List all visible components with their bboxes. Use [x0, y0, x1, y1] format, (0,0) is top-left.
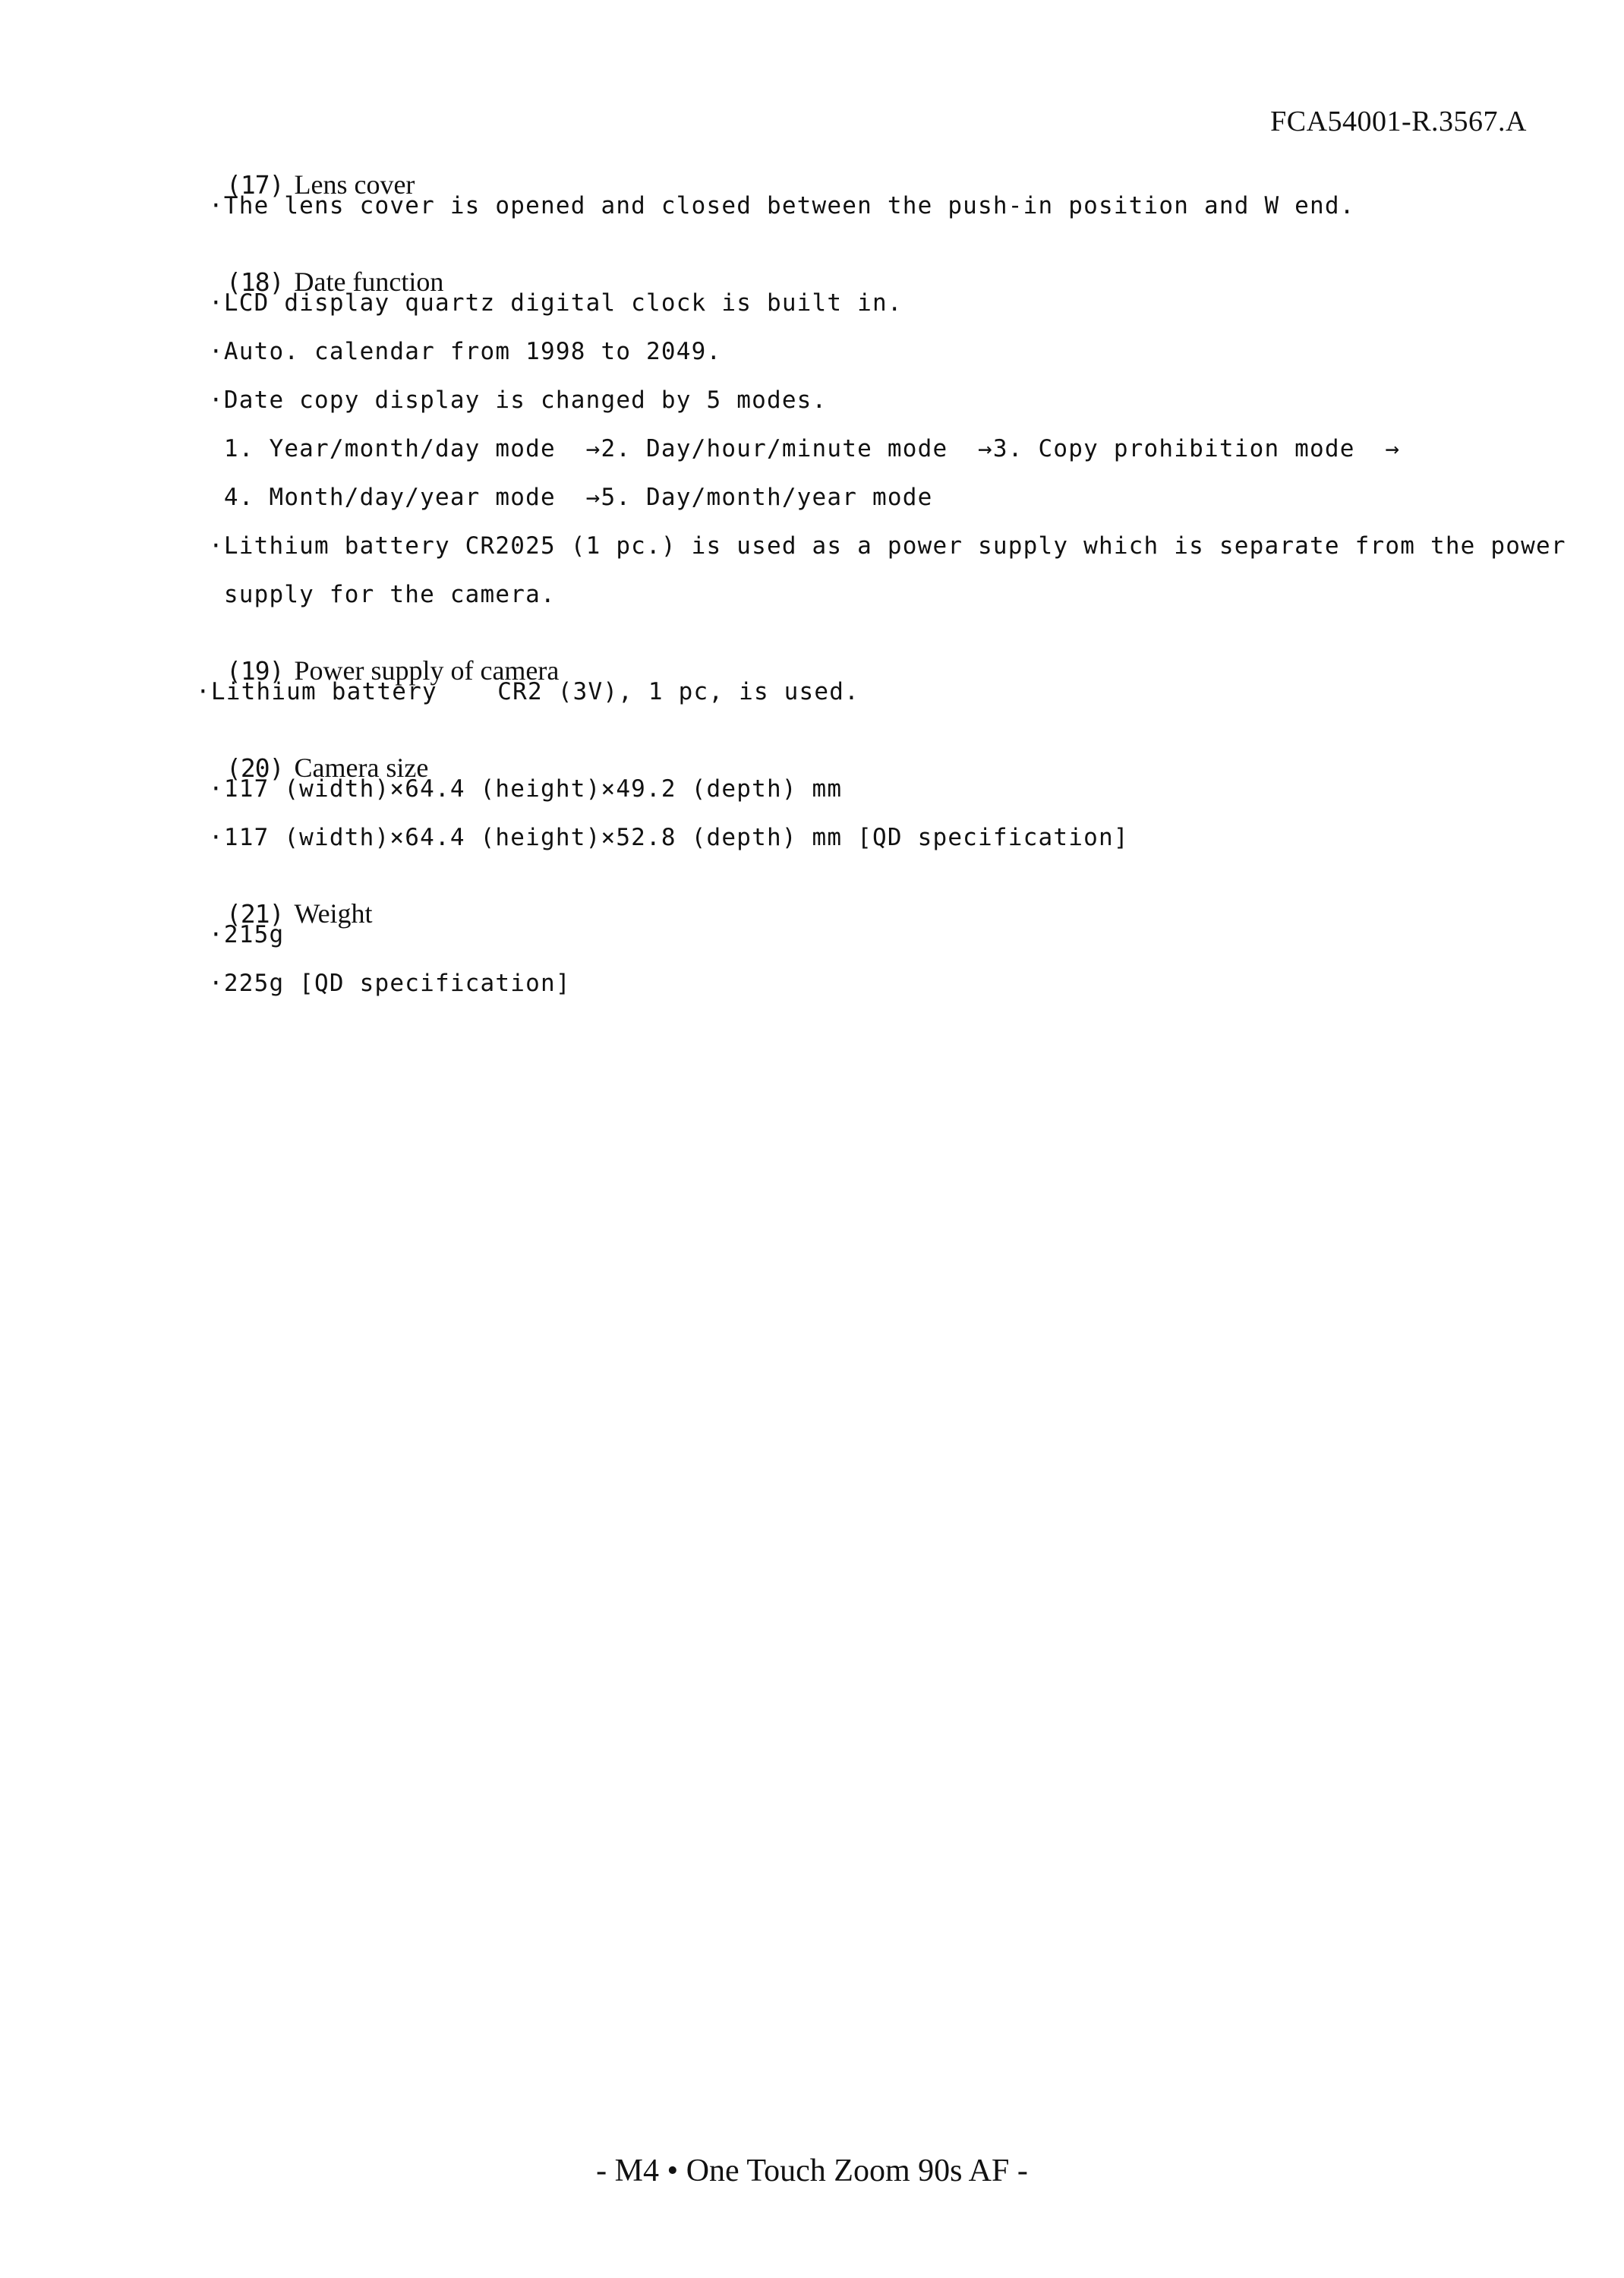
section-number: (18) — [226, 267, 284, 297]
spec-line: ·Auto. calendar from 1998 to 2049. — [209, 338, 722, 365]
spec-line: ·Lithium battery CR2025 (1 pc.) is used as a power supply which is separate from the power — [209, 532, 1566, 560]
spec-line: supply for the camera. — [209, 581, 556, 608]
spec-line: ·117 (width)×64.4 (height)×49.2 (depth) mm — [209, 775, 843, 803]
document-id: FCA54001-R.3567.A — [1270, 106, 1527, 137]
section-title: Date function — [294, 267, 444, 297]
spec-line: ·215g — [209, 921, 285, 948]
section-title: Power supply of camera — [294, 655, 560, 686]
spec-line: ·The lens cover is opened and closed between the push-in position and W end. — [209, 192, 1355, 219]
section-title: Weight — [294, 898, 373, 929]
section-title: Lens cover — [294, 169, 415, 200]
section-number: (17) — [226, 170, 284, 200]
section-title: Camera size — [294, 752, 429, 783]
spec-line: ·Lithium battery CR2 (3V), 1 pc, is used. — [196, 678, 859, 705]
spec-line: ·117 (width)×64.4 (height)×52.8 (depth) mm [QD specification] — [209, 824, 1129, 851]
spec-line: ·225g [QD specification] — [209, 970, 571, 997]
section-number: (20) — [226, 753, 284, 783]
page-footer: - M4 • One Touch Zoom 90s AF - — [596, 2153, 1028, 2188]
spec-line: 1. Year/month/day mode →2. Day/hour/minute mode →3. Copy prohibition mode → — [209, 435, 1401, 462]
spec-line: ·Date copy display is changed by 5 modes. — [209, 387, 828, 414]
section-number: (21) — [226, 899, 284, 929]
section-number: (19) — [226, 656, 284, 686]
spec-line: 4. Month/day/year mode →5. Day/month/year mode — [209, 484, 933, 511]
spec-line: ·LCD display quartz digital clock is built in. — [209, 289, 903, 317]
